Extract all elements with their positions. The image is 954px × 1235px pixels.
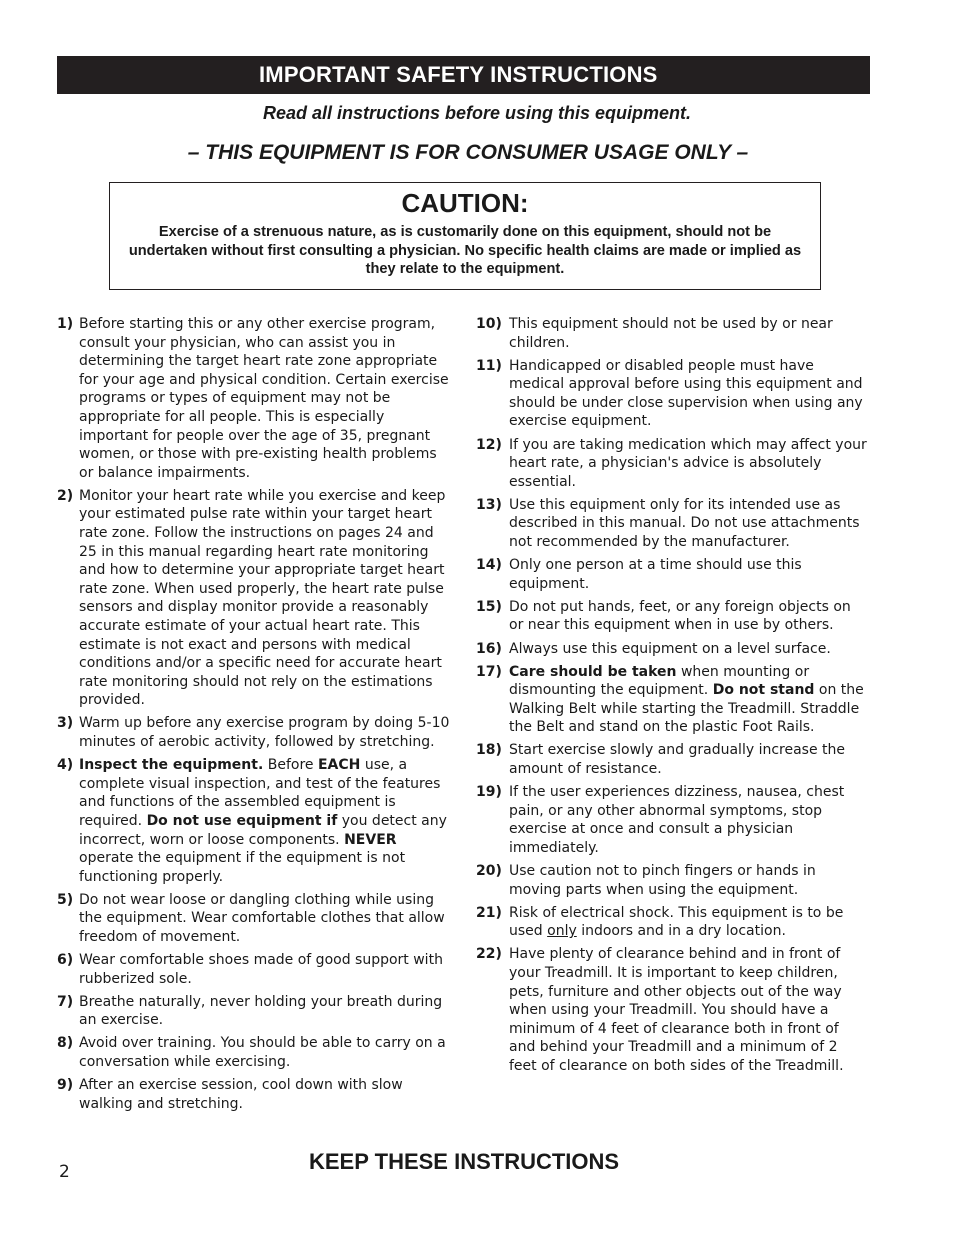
- instruction-text-segment: NEVER: [344, 831, 397, 848]
- instruction-item: [476, 783, 868, 857]
- instruction-text-segment: Handicapped or disabled people must have medical approval before using this equipment and should be under close supervision when using any exercise equipment.: [509, 357, 863, 430]
- instruction-text-segment: Wear comfortable shoes made of good support with rubberized sole.: [79, 952, 443, 987]
- instruction-item: [57, 487, 452, 710]
- instruction-text-segment: use, a complete visual inspection, and test of the features and functions of the assembled equipment is required.: [79, 757, 441, 829]
- caution-box: [109, 182, 821, 290]
- instruction-item: [476, 741, 868, 778]
- instruction-text: [509, 640, 868, 659]
- page-title-bar: [57, 56, 870, 94]
- instruction-text-segment: Before: [263, 757, 318, 774]
- instruction-text-segment: on the Walking Belt while starting the Treadmill. Straddle the Belt and stand on the plastic Foot Rails.: [509, 682, 864, 736]
- instruction-number: 12): [476, 436, 502, 453]
- instruction-text-segment: Do not stand: [712, 682, 815, 699]
- instruction-text-segment: After an exercise session, cool down with slow walking and stretching.: [79, 1077, 403, 1112]
- instruction-text: [509, 496, 868, 552]
- instruction-text-segment: Have plenty of clearance behind and in front of your Treadmill. It is important to keep children, pets, furniture and other objects out of the way when using your Treadmill. You should have a minimum of 4 feet of clearance both in front of and behind your Treadmill and a minimum of 2 feet of clearance on both sides of the Treadmill.: [509, 946, 844, 1074]
- instruction-item: [476, 598, 868, 635]
- instruction-text: [509, 598, 868, 635]
- read-instructions-subtitle: Read all instructions before using this equipment.: [262, 103, 692, 123]
- instruction-item: [57, 993, 452, 1030]
- instruction-number: 8): [57, 1035, 74, 1052]
- instruction-item: [476, 436, 868, 492]
- instruction-number: 20): [476, 863, 502, 880]
- instruction-text-segment: operate the equipment if the equipment is not functioning properly.: [79, 850, 406, 885]
- page-number: 2: [59, 1162, 70, 1182]
- instruction-text-segment: you detect any incorrect, worn or loose components.: [79, 812, 447, 848]
- instruction-number: 16): [476, 640, 502, 657]
- instruction-text-segment: Use this equipment only for its intended use as described in this manual. Do not use attachments not recommended by the manufacturer.: [509, 496, 860, 551]
- instruction-text: [79, 891, 452, 947]
- caution-heading: CAUTION:: [401, 188, 529, 218]
- instruction-text: [509, 357, 868, 431]
- instruction-item: [476, 862, 868, 899]
- instruction-number: 11): [476, 357, 502, 374]
- instruction-text-segment: Avoid over training. You should be able to carry on a conversation while exercising.: [79, 1035, 446, 1071]
- instruction-text-segment: Start exercise slowly and gradually increase the amount of resistance.: [509, 742, 845, 778]
- instruction-number: 4): [57, 757, 74, 774]
- instruction-text-segment: Only one person at a time should use this equipment.: [509, 557, 802, 592]
- instruction-number: 7): [57, 993, 74, 1010]
- instruction-item: [57, 1034, 452, 1071]
- consumer-usage-notice: – THIS EQUIPMENT IS FOR CONSUMER USAGE ONLY –: [187, 141, 749, 164]
- instruction-text: [79, 487, 452, 710]
- instruction-item: [476, 945, 868, 1075]
- instruction-text: [79, 1076, 452, 1113]
- instruction-item: [57, 714, 452, 751]
- instruction-text-segment: Do not wear loose or dangling clothing while using the equipment. Wear comfortable clothes that allow freedom of movement.: [79, 891, 445, 945]
- instruction-text-segment: only: [547, 923, 577, 940]
- instruction-text-segment: Use caution not to pinch fingers or hands in moving parts when using the equipment.: [509, 863, 816, 898]
- instruction-number: 22): [476, 946, 502, 963]
- instruction-text: [79, 714, 452, 751]
- instruction-text: [509, 904, 868, 941]
- instruction-text-segment: Care should be taken: [509, 663, 677, 680]
- instruction-number: 5): [57, 891, 74, 908]
- instruction-text: [79, 951, 452, 988]
- instruction-number: 1): [57, 316, 74, 332]
- instruction-number: 13): [476, 496, 502, 513]
- instruction-text-segment: Do not use equipment if: [146, 812, 338, 829]
- instructions-left-column: [57, 315, 452, 1118]
- instruction-item: [57, 1076, 452, 1113]
- page-title: IMPORTANT SAFETY INSTRUCTIONS: [259, 62, 658, 87]
- instruction-number: 6): [57, 952, 74, 969]
- instruction-item: [476, 556, 868, 593]
- instruction-text-segment: This equipment should not be used by or near children.: [509, 316, 833, 351]
- instruction-text: [79, 993, 452, 1030]
- instruction-number: 10): [476, 316, 502, 332]
- instruction-number: 9): [57, 1077, 74, 1094]
- instruction-number: 2): [57, 487, 74, 504]
- instruction-item: [476, 315, 868, 352]
- instruction-text-segment: Monitor your heart rate while you exercise and keep your estimated pulse rate within your target heart rate zone. Follow the instructions on pages 24 and 25 in this manual regarding heart rate monitoring and how to determine your appropriate target heart rate zone. When used properly, the heart rate pulse sensors and display monitor provide a reasonably accurate estimate of your actual heart rate. This estimate is not exact and persons with medical conditions and/or a specific need for accurate heart rate monitoring should not rely on the estimations provided.: [79, 487, 446, 709]
- instruction-text-segment: indoors and in a dry location.: [576, 923, 786, 940]
- instruction-text: [79, 315, 452, 482]
- instruction-text-segment: Risk of electrical shock. This equipment is to be used: [509, 904, 844, 940]
- instruction-text-segment: Always use this equipment on a level surface.: [509, 640, 831, 657]
- instruction-text: [79, 1034, 452, 1071]
- instruction-text: [509, 436, 868, 492]
- instruction-text-segment: Breathe naturally, never holding your breath during an exercise.: [79, 993, 443, 1029]
- instruction-text: [509, 783, 868, 857]
- instruction-text-segment: when mounting or dismounting the equipment.: [509, 663, 810, 699]
- instruction-text: [509, 945, 868, 1075]
- instruction-number: 15): [476, 598, 502, 615]
- instruction-number: 14): [476, 557, 502, 574]
- instruction-number: 3): [57, 715, 74, 732]
- instruction-text: [509, 741, 868, 778]
- instructions-right-column: [476, 315, 868, 1080]
- instruction-item: [57, 891, 452, 947]
- instruction-item: [476, 357, 868, 431]
- caution-text: Exercise of a strenuous nature, as is customarily done on this equipment, should not be undertaken without first consulting a physician. No specific health claims are made or implied as they relate to the equipment.: [128, 224, 802, 277]
- instruction-text-segment: If you are taking medication which may affect your heart rate, a physician's advice is absolutely essential.: [509, 436, 867, 490]
- instruction-item: [57, 756, 452, 886]
- instruction-number: 17): [476, 663, 502, 680]
- instruction-item: [57, 315, 452, 482]
- instruction-text-segment: If the user experiences dizziness, nausea, chest pain, or any other abnormal symptoms, stop exercise at once and consult a physician immediately.: [509, 784, 845, 856]
- instruction-text: [509, 663, 868, 737]
- instruction-text: [509, 315, 868, 352]
- instruction-text-segment: Do not put hands, feet, or any foreign objects on or near this equipment when in use by others.: [509, 598, 851, 634]
- instruction-item: [476, 904, 868, 941]
- instruction-text: [509, 556, 868, 593]
- instruction-number: 18): [476, 742, 502, 759]
- instruction-text-segment: Inspect the equipment.: [79, 757, 264, 774]
- instruction-text: [79, 756, 452, 886]
- instruction-text: [509, 862, 868, 899]
- instruction-number: 21): [476, 904, 502, 921]
- instruction-text-segment: Before starting this or any other exercise program, consult your physician, who can assist you in determining the target heart rate zone appropriate for your age and physical condition. Certain exercise programs or types of equipment may not be appropriate for all people. This is especially important for people over the age of 35, pregnant women, or those with pre-existing health problems or balance impairments.: [79, 316, 449, 481]
- instruction-text-segment: Warm up before any exercise program by doing 5-10 minutes of aerobic activity, followed by stretching.: [79, 715, 450, 751]
- instruction-text-segment: EACH: [317, 757, 361, 774]
- instruction-item: [476, 663, 868, 737]
- instruction-number: 19): [476, 784, 502, 801]
- keep-instructions-footer: KEEP THESE INSTRUCTIONS: [309, 1149, 620, 1174]
- instruction-item: [476, 496, 868, 552]
- instruction-item: [57, 951, 452, 988]
- instruction-item: [476, 640, 868, 659]
